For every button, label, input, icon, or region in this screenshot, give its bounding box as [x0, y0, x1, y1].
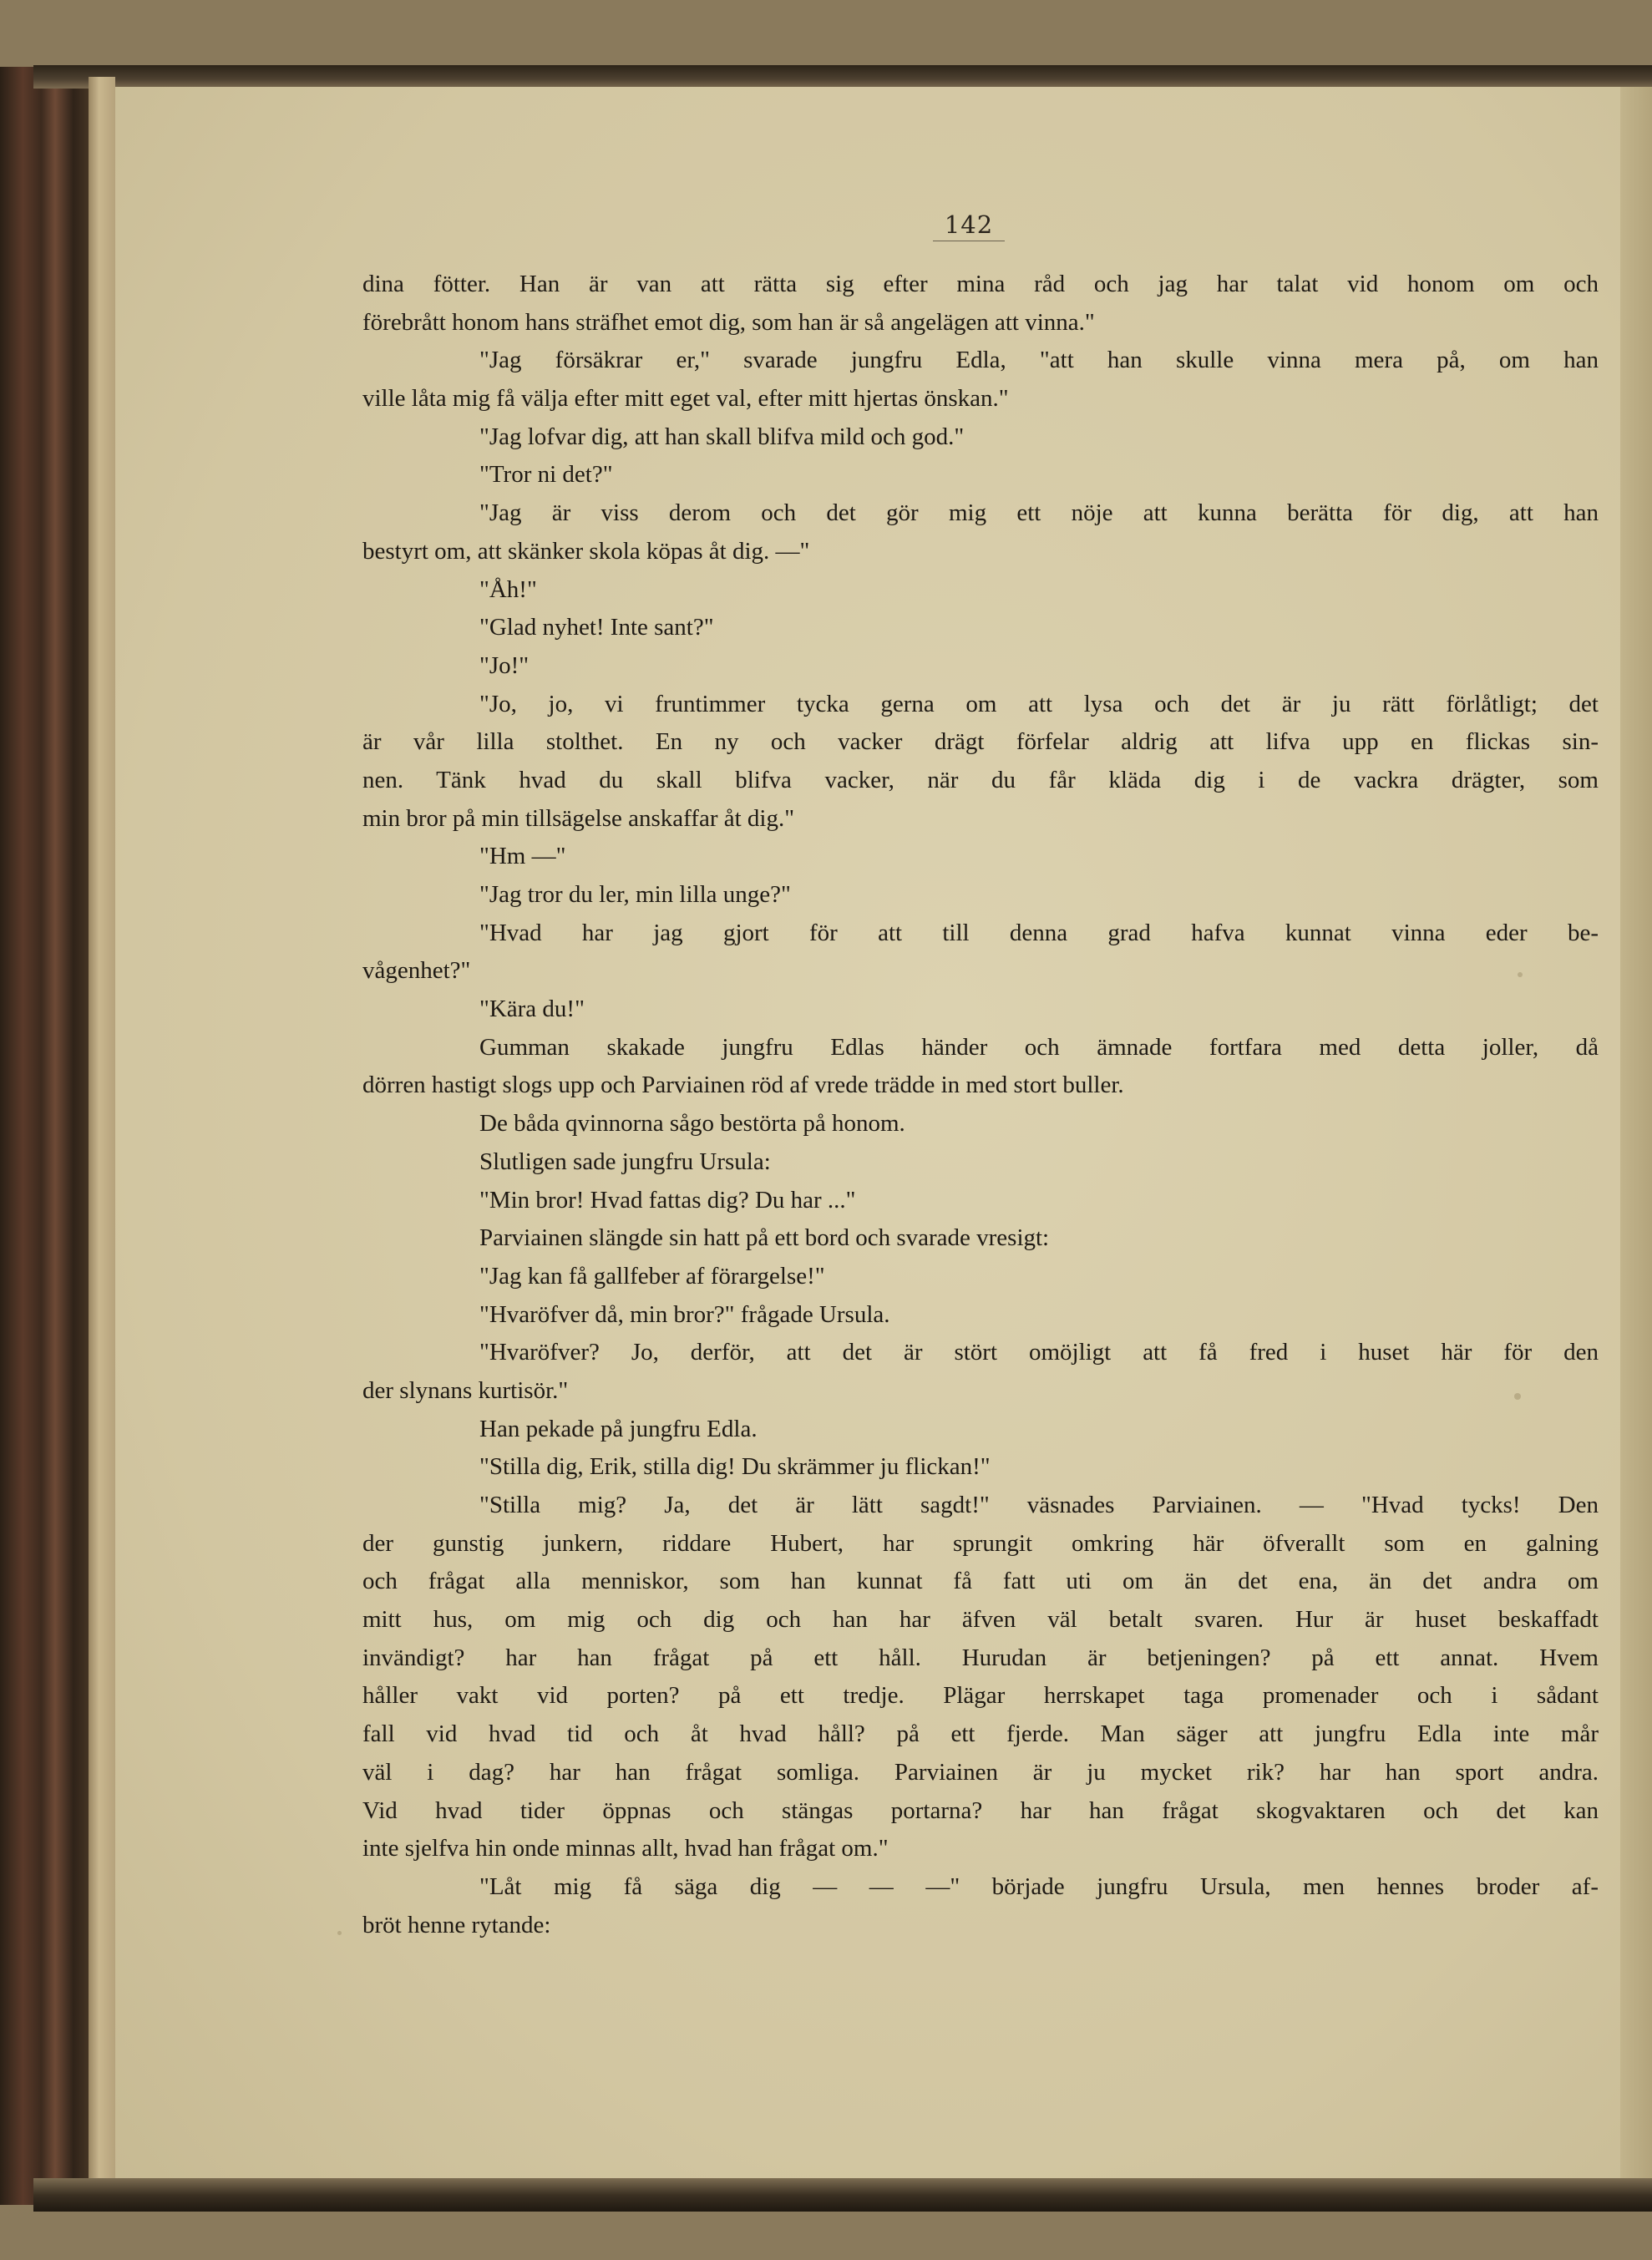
text-line: förebrått honom hans sträfhet emot dig, som han är så angelägen att vinna." — [362, 308, 1095, 336]
text-line: nen. Tänk hvad du skall blifva vacker, när du får kläda dig i de vackra drägter, som — [362, 766, 1599, 793]
text-line: "Jo, jo, vi fruntimmer tycka gerna om att lysa och det är ju rätt förlåtligt; det — [479, 690, 1599, 717]
text-line: mitt hus, om mig och dig och han har äfven väl betalt svaren. Hur är huset beskaffadt — [362, 1606, 1599, 1634]
text-line: "Jag lofvar dig, att han skall blifva mild och god." — [479, 423, 965, 450]
text-line: "Åh!" — [479, 575, 537, 603]
text-line: invändigt? har han frågat på ett håll. Hurudan är betjeningen? på ett annat. Hvem — [362, 1644, 1599, 1671]
paper-speck — [337, 1931, 342, 1935]
text-line: inte sjelfva hin onde minnas allt, hvad han frågat om." — [362, 1835, 889, 1862]
text-line: "Jo!" — [479, 651, 530, 679]
text-line: och frågat alla menniskor, som han kunnat få fatt uti om än det ena, än det andra om — [362, 1568, 1599, 1595]
body-text — [362, 266, 1599, 1944]
text-line: Han pekade på jungfru Edla. — [479, 1415, 758, 1442]
text-line: "Stilla mig? Ja, det är lätt sagdt!" väsnades Parviainen. — "Hvad tycks! Den — [479, 1492, 1599, 1518]
text-line: der gunstig junkern, riddare Hubert, har sprungit omkring här öfverallt som en galning — [362, 1529, 1599, 1557]
page-gutter — [89, 77, 115, 2198]
text-line: "Låt mig få säga dig — — —" började jungfru Ursula, men hennes broder af- — [479, 1872, 1599, 1900]
text-line: Gumman skakade jungfru Edlas händer och ämnade fortfara med detta joller, då — [479, 1033, 1599, 1061]
text-line: "Glad nyhet! Inte sant?" — [479, 614, 714, 641]
top-edge-shadow — [33, 65, 1652, 89]
text-line: "Hm —" — [479, 843, 566, 870]
text-line: min bror på min tillsägelse anskaffar åt dig." — [362, 804, 795, 832]
text-line: Slutligen sade jungfru Ursula: — [479, 1148, 771, 1175]
text-line: "Jag försäkrar er," svarade jungfru Edla, "att han skulle vinna mera på, om han — [479, 347, 1599, 374]
text-line: "Min bror! Hvad fattas dig? Du har ..." — [479, 1186, 856, 1214]
text-line: håller vakt vid porten? på ett tredje. Plägar herrskapet taga promenader och i sådant — [362, 1682, 1599, 1710]
bottom-edge-shadow — [33, 2178, 1652, 2212]
text-line: bestyrt om, att skänker skola köpas åt dig. —" — [362, 537, 810, 565]
text-line: "Hvaröfver då, min bror?" frågade Ursula. — [479, 1300, 890, 1328]
text-line: väl i dag? har han frågat somliga. Parviainen är ju mycket rik? har han sport andra. — [362, 1758, 1599, 1786]
text-line: "Jag kan få gallfeber af förargelse!" — [479, 1262, 825, 1290]
text-line: "Jag är viss derom och det gör mig ett nöje att kunna berätta för dig, att han — [479, 499, 1599, 527]
text-line: Vid hvad tider öppnas och stängas portarna? har han frågat skogvaktaren och det kan — [362, 1796, 1599, 1824]
text-line: fall vid hvad tid och åt hvad håll? på ett fjerde. Man säger att jungfru Edla inte mår — [362, 1720, 1599, 1748]
page-number: 142 — [933, 210, 1005, 241]
text-line: "Hvaröfver? Jo, derför, att det är stört omöjligt att få fred i huset här för den — [479, 1339, 1599, 1366]
text-line: "Stilla dig, Erik, stilla dig! Du skrämmer ju flickan!" — [479, 1453, 991, 1481]
page-number-block — [910, 210, 1027, 241]
text-line: "Hvad har jag gjort för att till denna grad hafva kunnat vinna eder be- — [479, 919, 1599, 946]
text-line: Parviainen slängde sin hatt på ett bord och svarade vresigt: — [479, 1224, 1050, 1252]
text-line: "Kära du!" — [479, 996, 585, 1023]
text-line: De båda qvinnorna sågo bestörta på honom. — [479, 1110, 905, 1138]
text-line: der slynans kurtisör." — [362, 1376, 569, 1404]
page-fore-edge — [1620, 87, 1652, 2180]
book-binding — [0, 67, 92, 2205]
text-line: "Jag tror du ler, min lilla unge?" — [479, 881, 791, 908]
text-line: dina fötter. Han är van att rätta sig efter mina råd och jag har talat vid honom om och — [362, 271, 1599, 297]
text-line: dörren hastigt slogs upp och Parviainen röd af vrede trädde in med stort buller. — [362, 1072, 1124, 1099]
text-line: ville låta mig få välja efter mitt eget val, efter mitt hjertas önskan." — [362, 385, 1009, 413]
text-line: är vår lilla stolthet. En ny och vacker drägt förfelar aldrig att lifva upp en flickas sin- — [362, 728, 1599, 756]
text-line: "Tror ni det?" — [479, 461, 613, 489]
text-line: bröt henne rytande: — [362, 1911, 551, 1938]
text-line: vågenhet?" — [362, 957, 471, 985]
